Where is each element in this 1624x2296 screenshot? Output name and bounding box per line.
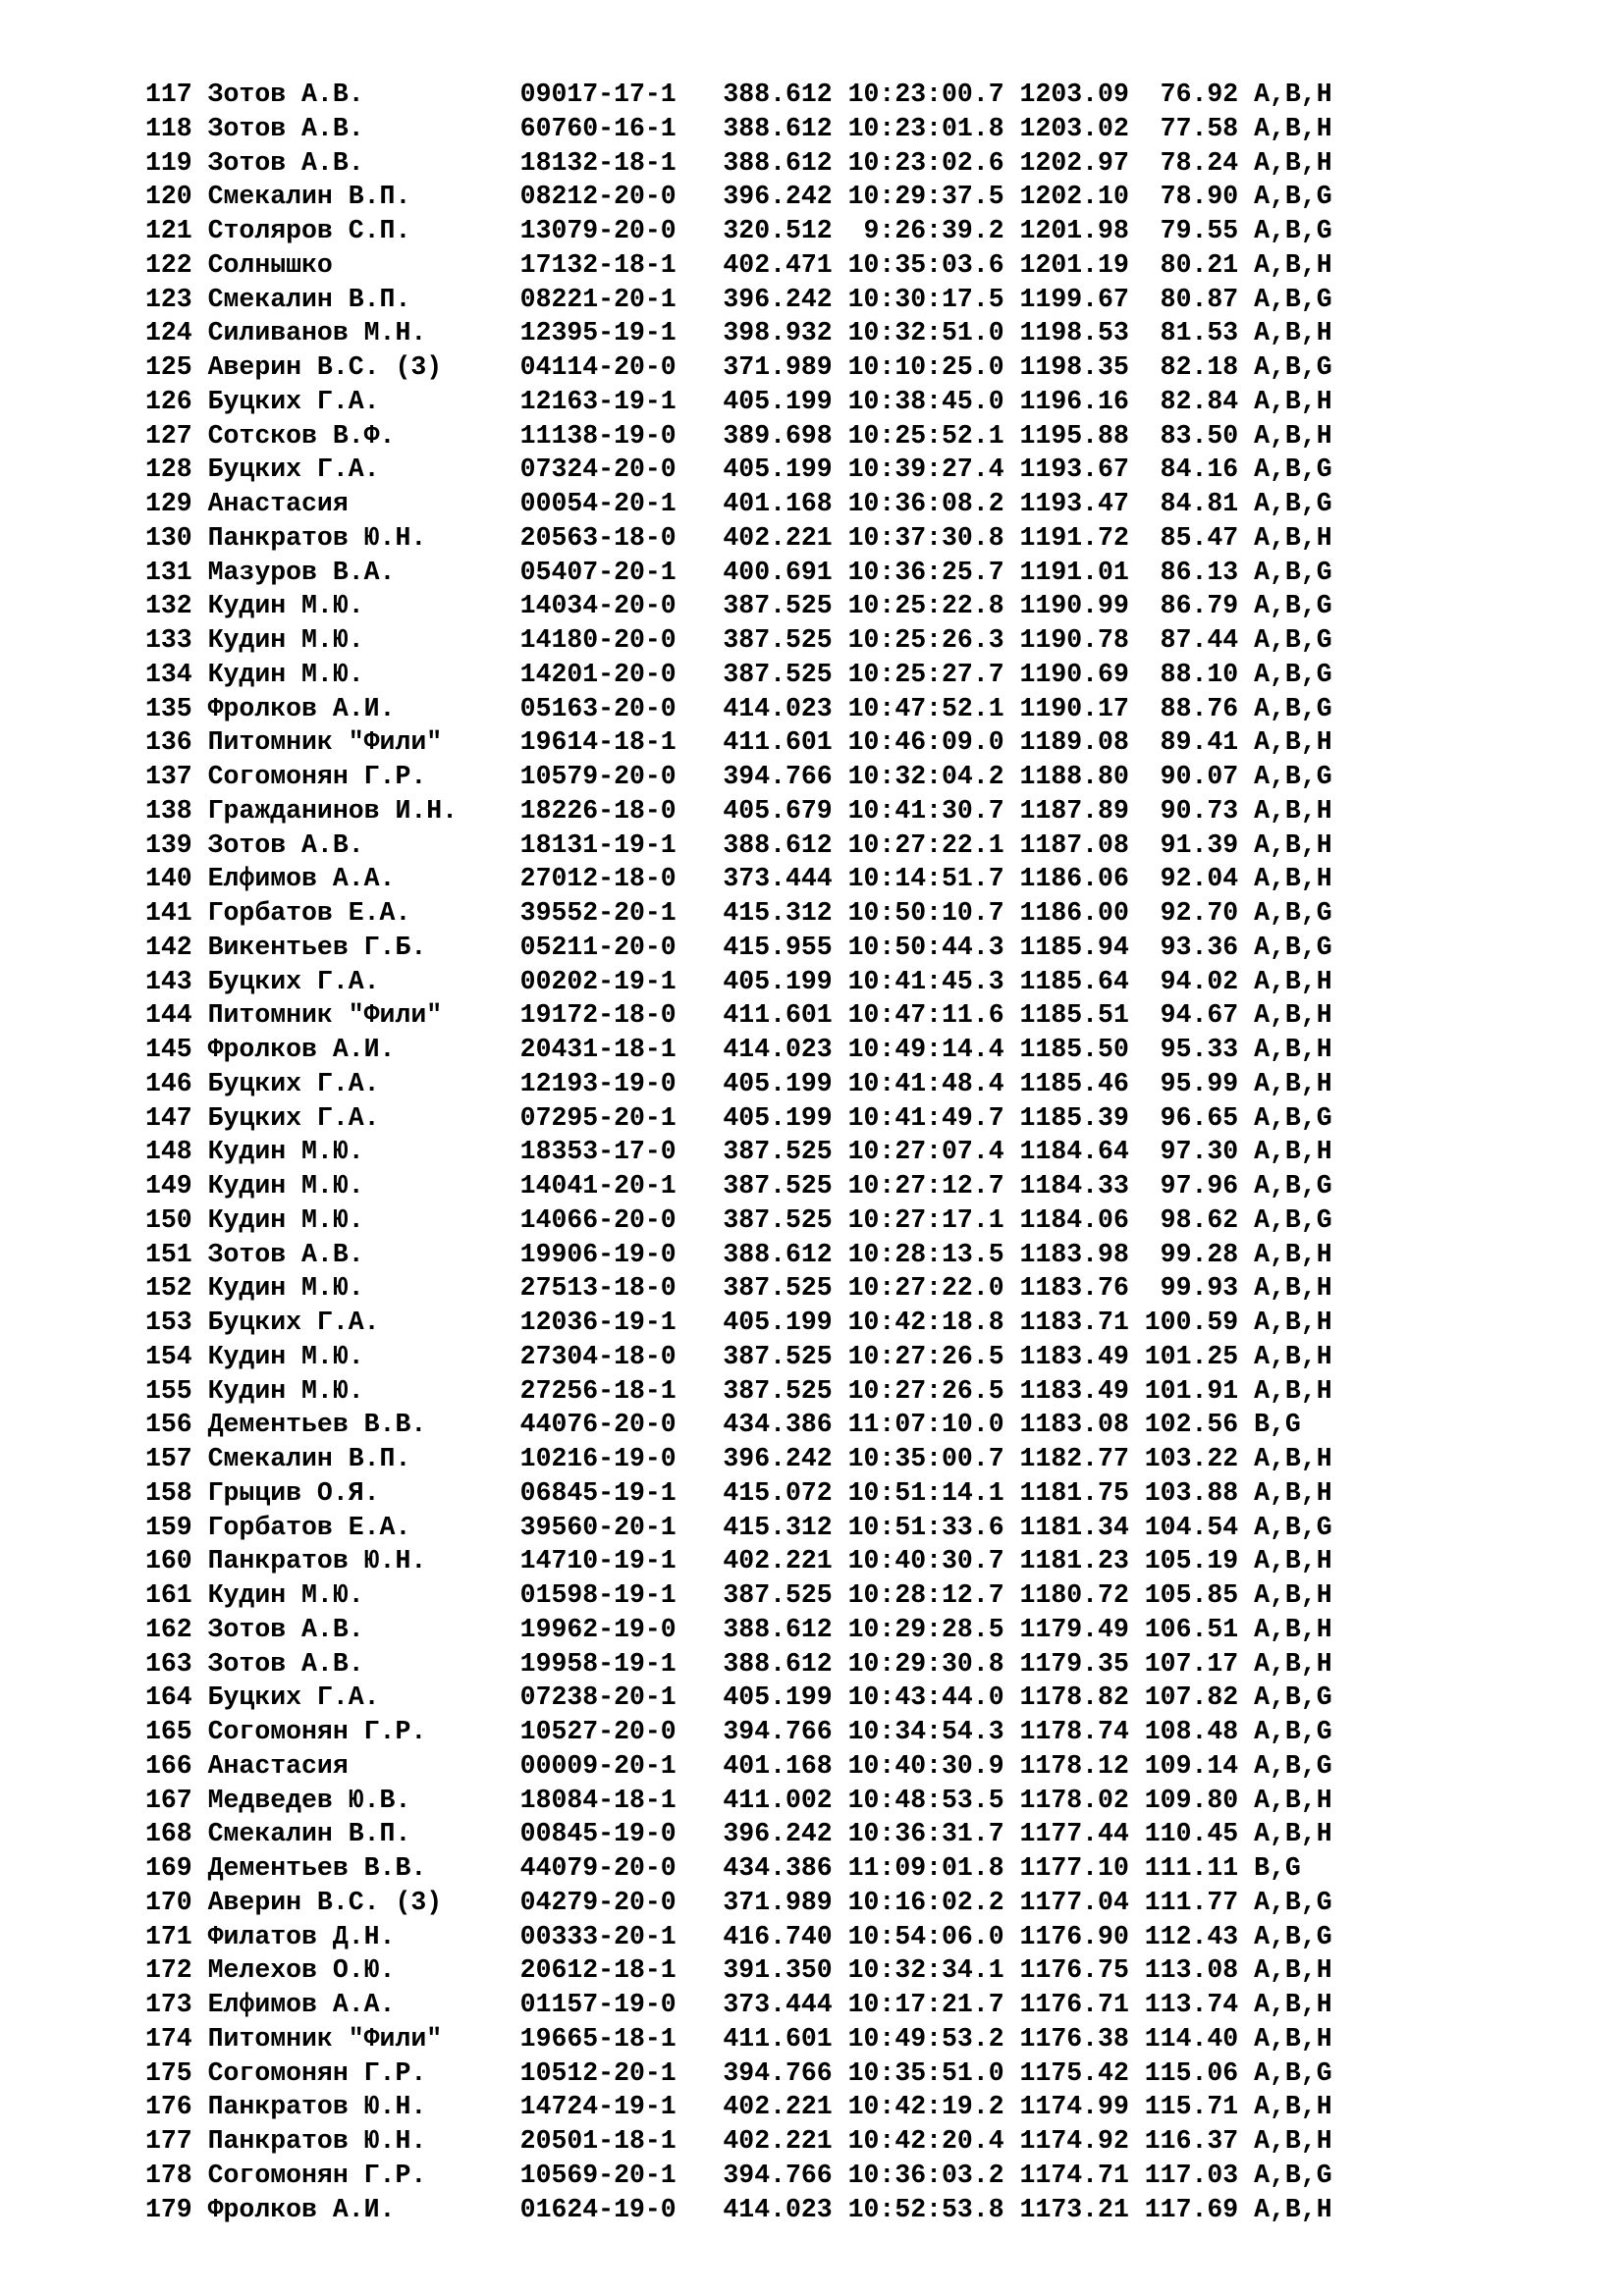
result-row: 175 Согомонян Г.Р. 10512-20-1 394.766 10:35:51.0 1175.42 115.06 A,B,G <box>145 2057 1332 2088</box>
result-row: 139 Зотов А.В. 18131-19-1 388.612 10:27:22.1 1187.08 91.39 A,B,H <box>145 829 1332 860</box>
result-row: 156 Дементьев В.В. 44076-20-0 434.386 11:07:10.0 1183.08 102.56 B,G <box>145 1410 1301 1440</box>
result-row: 173 Елфимов А.А. 01157-19-0 373.444 10:17:21.7 1176.71 113.74 A,B,H <box>145 1990 1332 2019</box>
result-row: 157 Смекалин В.П. 10216-19-0 396.242 10:35:00.7 1182.77 103.22 A,B,H <box>145 1444 1332 1473</box>
result-row: 124 Силиванов М.Н. 12395-19-1 398.932 10:32:51.0 1198.53 81.53 A,B,H <box>145 318 1332 348</box>
result-row: 121 Столяров С.П. 13079-20-0 320.512 9:26:39.2 1201.98 79.55 A,B,G <box>145 216 1332 245</box>
result-row: 140 Елфимов А.А. 27012-18-0 373.444 10:14:51.7 1186.06 92.04 A,B,H <box>145 864 1332 894</box>
result-row: 177 Панкратов Ю.Н. 20501-18-1 402.221 10:42:20.4 1174.92 116.37 A,B,H <box>145 2126 1332 2156</box>
result-row: 158 Грыцив О.Я. 06845-19-1 415.072 10:51:14.1 1181.75 103.88 A,B,H <box>145 1477 1332 1508</box>
result-row: 146 Буцких Г.А. 12193-19-0 405.199 10:41:48.4 1185.46 95.99 A,B,H <box>145 1068 1332 1098</box>
result-row: 176 Панкратов Ю.Н. 14724-19-1 402.221 10:42:19.2 1174.99 115.71 A,B,H <box>145 2092 1332 2122</box>
result-row: 152 Кудин М.Ю. 27513-18-0 387.525 10:27:22.0 1183.76 99.93 A,B,H <box>145 1273 1332 1304</box>
result-row: 133 Кудин М.Ю. 14180-20-0 387.525 10:25:26.3 1190.78 87.44 A,B,G <box>145 625 1332 655</box>
results-listing <box>145 78 1332 2226</box>
result-row: 134 Кудин М.Ю. 14201-20-0 387.525 10:25:27.7 1190.69 88.10 A,B,G <box>145 659 1332 689</box>
result-row: 127 Сотсков В.Ф. 11138-19-0 389.698 10:25:52.1 1195.88 83.50 A,B,H <box>145 420 1332 451</box>
result-row: 136 Питомник "Фили" 19614-18-1 411.601 10:46:09.0 1189.08 89.41 A,B,H <box>145 727 1332 758</box>
result-row: 164 Буцких Г.А. 07238-20-1 405.199 10:43:44.0 1178.82 107.82 A,B,G <box>145 1682 1332 1713</box>
result-row: 154 Кудин М.Ю. 27304-18-0 387.525 10:27:26.5 1183.49 101.25 A,B,H <box>145 1341 1332 1371</box>
result-row: 168 Смекалин В.П. 00845-19-0 396.242 10:36:31.7 1177.44 110.45 A,B,H <box>145 1819 1332 1849</box>
result-row: 151 Зотов А.В. 19906-19-0 388.612 10:28:13.5 1183.98 99.28 A,B,H <box>145 1239 1332 1269</box>
result-row: 120 Смекалин В.П. 08212-20-0 396.242 10:29:37.5 1202.10 78.90 A,B,G <box>145 182 1332 212</box>
result-row: 161 Кудин М.Ю. 01598-19-1 387.525 10:28:12.7 1180.72 105.85 A,B,H <box>145 1580 1332 1610</box>
result-row: 149 Кудин М.Ю. 14041-20-1 387.525 10:27:12.7 1184.33 97.96 A,B,G <box>145 1171 1332 1201</box>
result-row: 153 Буцких Г.А. 12036-19-1 405.199 10:42:18.8 1183.71 100.59 A,B,H <box>145 1308 1332 1337</box>
result-row: 119 Зотов А.В. 18132-18-1 388.612 10:23:02.6 1202.97 78.24 A,B,H <box>145 147 1332 178</box>
result-row: 178 Согомонян Г.Р. 10569-20-1 394.766 10:36:03.2 1174.71 117.03 A,B,G <box>145 2160 1332 2190</box>
result-row: 150 Кудин М.Ю. 14066-20-0 387.525 10:27:17.1 1184.06 98.62 A,B,G <box>145 1204 1332 1235</box>
result-row: 169 Дементьев В.В. 44079-20-0 434.386 11:09:01.8 1177.10 111.11 B,G <box>145 1853 1301 1883</box>
result-row: 159 Горбатов Е.А. 39560-20-1 415.312 10:51:33.6 1181.34 104.54 A,B,G <box>145 1512 1332 1542</box>
result-row: 163 Зотов А.В. 19958-19-1 388.612 10:29:30.8 1179.35 107.17 A,B,H <box>145 1648 1332 1679</box>
result-row: 170 Аверин В.С. (3) 04279-20-0 371.989 10:16:02.2 1177.04 111.77 A,B,G <box>145 1887 1332 1917</box>
result-row: 174 Питомник "Фили" 19665-18-1 411.601 10:49:53.2 1176.38 114.40 A,B,H <box>145 2023 1332 2054</box>
result-row: 160 Панкратов Ю.Н. 14710-19-1 402.221 10:40:30.7 1181.23 105.19 A,B,H <box>145 1546 1332 1576</box>
result-row: 123 Смекалин В.П. 08221-20-1 396.242 10:30:17.5 1199.67 80.87 A,B,G <box>145 284 1332 314</box>
result-row: 122 Солнышко 17132-18-1 402.471 10:35:03.6 1201.19 80.21 A,B,H <box>145 249 1332 280</box>
result-row: 142 Викентьев Г.Б. 05211-20-0 415.955 10:50:44.3 1185.94 93.36 A,B,G <box>145 932 1332 962</box>
result-row: 144 Питомник "Фили" 19172-18-0 411.601 10:47:11.6 1185.51 94.67 A,B,H <box>145 1000 1332 1031</box>
result-row: 147 Буцких Г.А. 07295-20-1 405.199 10:41:49.7 1185.39 96.65 A,B,G <box>145 1102 1332 1133</box>
result-row: 165 Согомонян Г.Р. 10527-20-0 394.766 10:34:54.3 1178.74 108.48 A,B,G <box>145 1717 1332 1746</box>
result-row: 138 Гражданинов И.Н. 18226-18-0 405.679 10:41:30.7 1187.89 90.73 A,B,H <box>145 795 1332 826</box>
result-row: 128 Буцких Г.А. 07324-20-0 405.199 10:39:27.4 1193.67 84.16 A,B,G <box>145 454 1332 485</box>
result-row: 131 Мазуров В.А. 05407-20-1 400.691 10:36:25.7 1191.01 86.13 A,B,G <box>145 557 1332 587</box>
result-row: 171 Филатов Д.Н. 00333-20-1 416.740 10:54:06.0 1176.90 112.43 A,B,G <box>145 1921 1332 1951</box>
result-row: 137 Согомонян Г.Р. 10579-20-0 394.766 10:32:04.2 1188.80 90.07 A,B,G <box>145 762 1332 791</box>
result-row: 129 Анастасия 00054-20-1 401.168 10:36:08.2 1193.47 84.81 A,B,G <box>145 489 1332 518</box>
result-row: 132 Кудин М.Ю. 14034-20-0 387.525 10:25:22.8 1190.99 86.79 A,B,G <box>145 591 1332 621</box>
result-row: 125 Аверин В.С. (3) 04114-20-0 371.989 10:10:25.0 1198.35 82.18 A,B,G <box>145 352 1332 382</box>
result-row: 179 Фролков А.И. 01624-19-0 414.023 10:52:53.8 1173.21 117.69 A,B,H <box>145 2194 1332 2224</box>
result-row: 162 Зотов А.В. 19962-19-0 388.612 10:29:28.5 1179.49 106.51 A,B,H <box>145 1614 1332 1644</box>
result-row: 126 Буцких Г.А. 12163-19-1 405.199 10:38:45.0 1196.16 82.84 A,B,H <box>145 386 1332 416</box>
result-row: 135 Фролков А.И. 05163-20-0 414.023 10:47:52.1 1190.17 88.76 A,B,G <box>145 693 1332 723</box>
result-row: 130 Панкратов Ю.Н. 20563-18-0 402.221 10:37:30.8 1191.72 85.47 A,B,H <box>145 522 1332 553</box>
result-row: 145 Фролков А.И. 20431-18-1 414.023 10:49:14.4 1185.50 95.33 A,B,H <box>145 1035 1332 1064</box>
result-row: 155 Кудин М.Ю. 27256-18-1 387.525 10:27:26.5 1183.49 101.91 A,B,H <box>145 1375 1332 1406</box>
result-row: 143 Буцких Г.А. 00202-19-1 405.199 10:41:45.3 1185.64 94.02 A,B,H <box>145 966 1332 996</box>
result-row: 118 Зотов А.В. 60760-16-1 388.612 10:23:01.8 1203.02 77.58 A,B,H <box>145 113 1332 143</box>
result-row: 166 Анастасия 00009-20-1 401.168 10:40:30.9 1178.12 109.14 A,B,G <box>145 1750 1332 1781</box>
result-row: 172 Мелехов О.Ю. 20612-18-1 391.350 10:32:34.1 1176.75 113.08 A,B,H <box>145 1955 1332 1986</box>
result-row: 167 Медведев Ю.В. 18084-18-1 411.002 10:48:53.5 1178.02 109.80 A,B,H <box>145 1785 1332 1815</box>
result-row: 148 Кудин М.Ю. 18353-17-0 387.525 10:27:07.4 1184.64 97.30 A,B,H <box>145 1137 1332 1167</box>
result-row: 117 Зотов А.В. 09017-17-1 388.612 10:23:00.7 1203.09 76.92 A,B,H <box>145 80 1332 109</box>
result-row: 141 Горбатов Е.А. 39552-20-1 415.312 10:50:10.7 1186.00 92.70 A,B,G <box>145 898 1332 928</box>
